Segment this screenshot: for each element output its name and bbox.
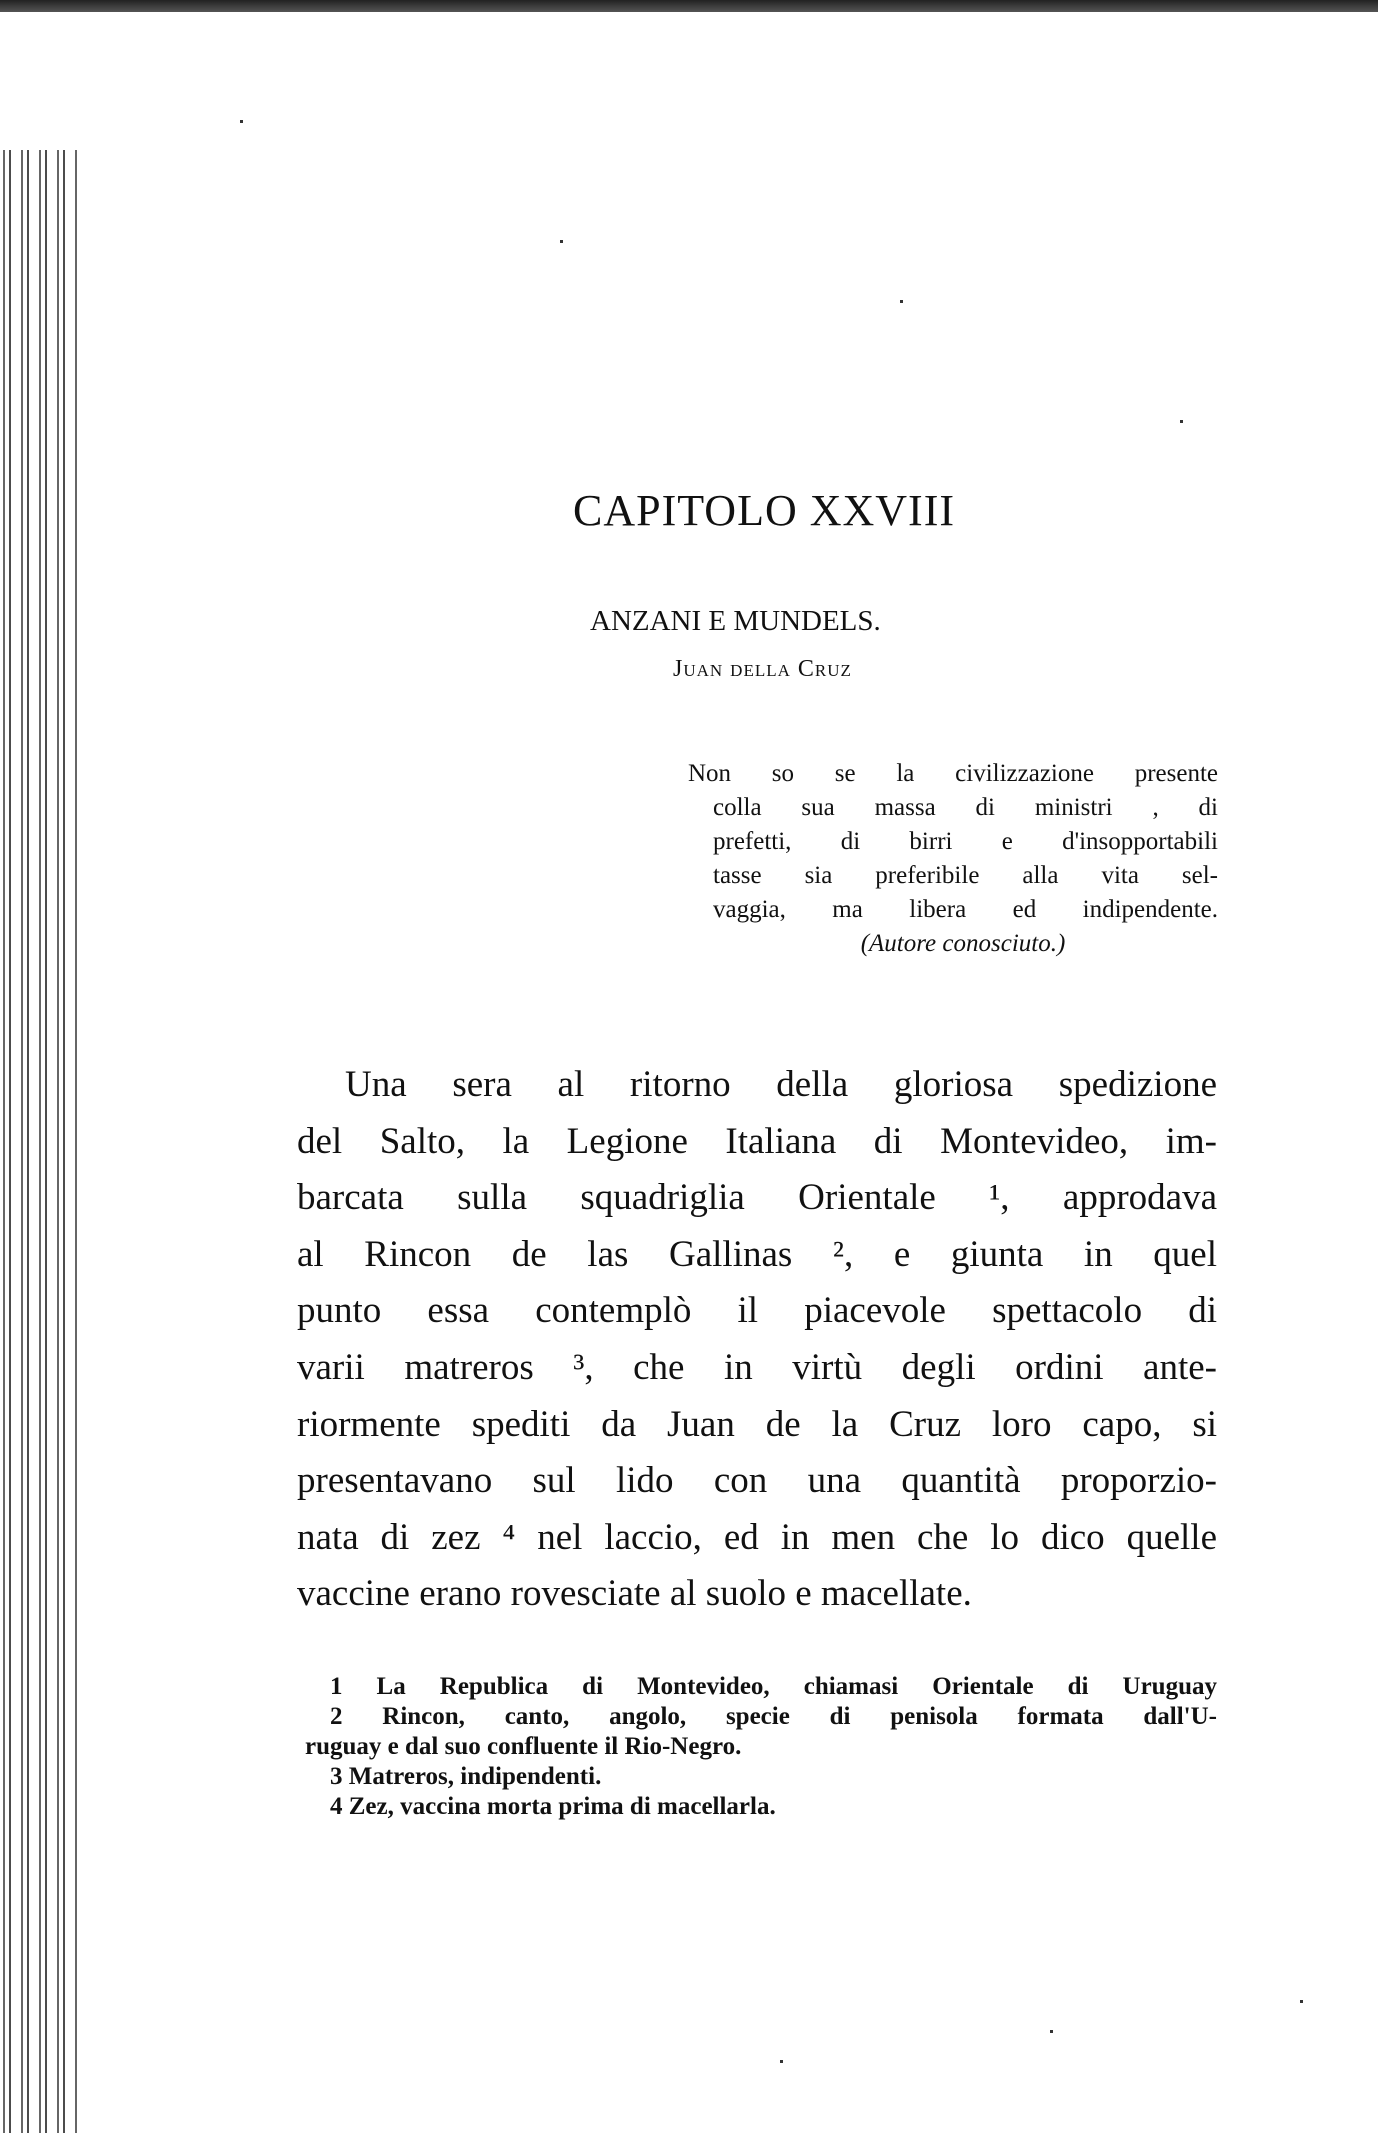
footnote: 2 Rincon, canto, angolo, specie di penisola formata dall'U- (330, 1703, 1217, 1730)
body-line: nata di zez ⁴ nel laccio, ed in men che lo dico quelle (297, 1516, 1217, 1558)
chapter-title: CAPITOLO XXVIII (572, 486, 956, 535)
chapter-subtitle: ANZANI E MUNDELS. (590, 605, 881, 637)
epigraph-line: vaggia, ma libera ed indipendente. (713, 896, 1218, 923)
epigraph-line: tasse sia preferibile alla vita sel- (713, 862, 1218, 889)
scan-noise (560, 240, 563, 243)
epigraph (688, 757, 1218, 961)
epigraph-attribution: (Autore conosciuto.) (860, 930, 1066, 957)
body-line: presentavano sul lido con una quantità proporzio- (297, 1460, 1217, 1502)
footnote: 1 La Republica di Montevideo, chiamasi Orientale di Uruguay (330, 1673, 1217, 1700)
footnote: 4 Zez, vaccina morta prima di macellarla. (330, 1793, 776, 1820)
scan-noise (240, 120, 243, 123)
epigraph-line: Non so se la civilizzazione presente (688, 760, 1218, 787)
body-line: al Rincon de las Gallinas ², e giunta in quel (297, 1233, 1217, 1275)
body-line: Una sera al ritorno della gloriosa spedizione (345, 1064, 1217, 1105)
scan-noise (780, 2060, 783, 2063)
body-text (297, 1057, 1217, 1623)
scan-binding-edge (0, 150, 80, 2133)
body-line: riormente spediti da Juan de la Cruz loro capo, si (297, 1403, 1217, 1445)
body-line: vaccine erano rovesciate al suolo e macellate. (297, 1573, 972, 1615)
footnotes (305, 1672, 1217, 1822)
epigraph-line: prefetti, di birri e d'insopportabili (713, 828, 1218, 855)
scan-noise (900, 300, 903, 303)
epigraph-line: colla sua massa di ministri , di (713, 794, 1218, 821)
footnote: 3 Matreros, indipendenti. (330, 1763, 602, 1790)
body-line: del Salto, la Legione Italiana di Montevideo, im- (297, 1120, 1217, 1162)
scan-noise (1050, 2030, 1053, 2033)
scan-noise (1300, 2000, 1303, 2003)
body-line: barcata sulla squadriglia Orientale ¹, approdava (297, 1177, 1217, 1219)
body-line: varii matreros ³, che in virtù degli ordini ante- (297, 1346, 1217, 1388)
scan-noise (1180, 420, 1183, 423)
body-line: punto essa contemplò il piacevole spettacolo di (297, 1290, 1217, 1332)
footnote: ruguay e dal suo confluente il Rio-Negro. (305, 1733, 742, 1760)
scan-top-edge (0, 0, 1378, 12)
chapter-subtitle-secondary: Juan della Cruz (673, 656, 852, 682)
